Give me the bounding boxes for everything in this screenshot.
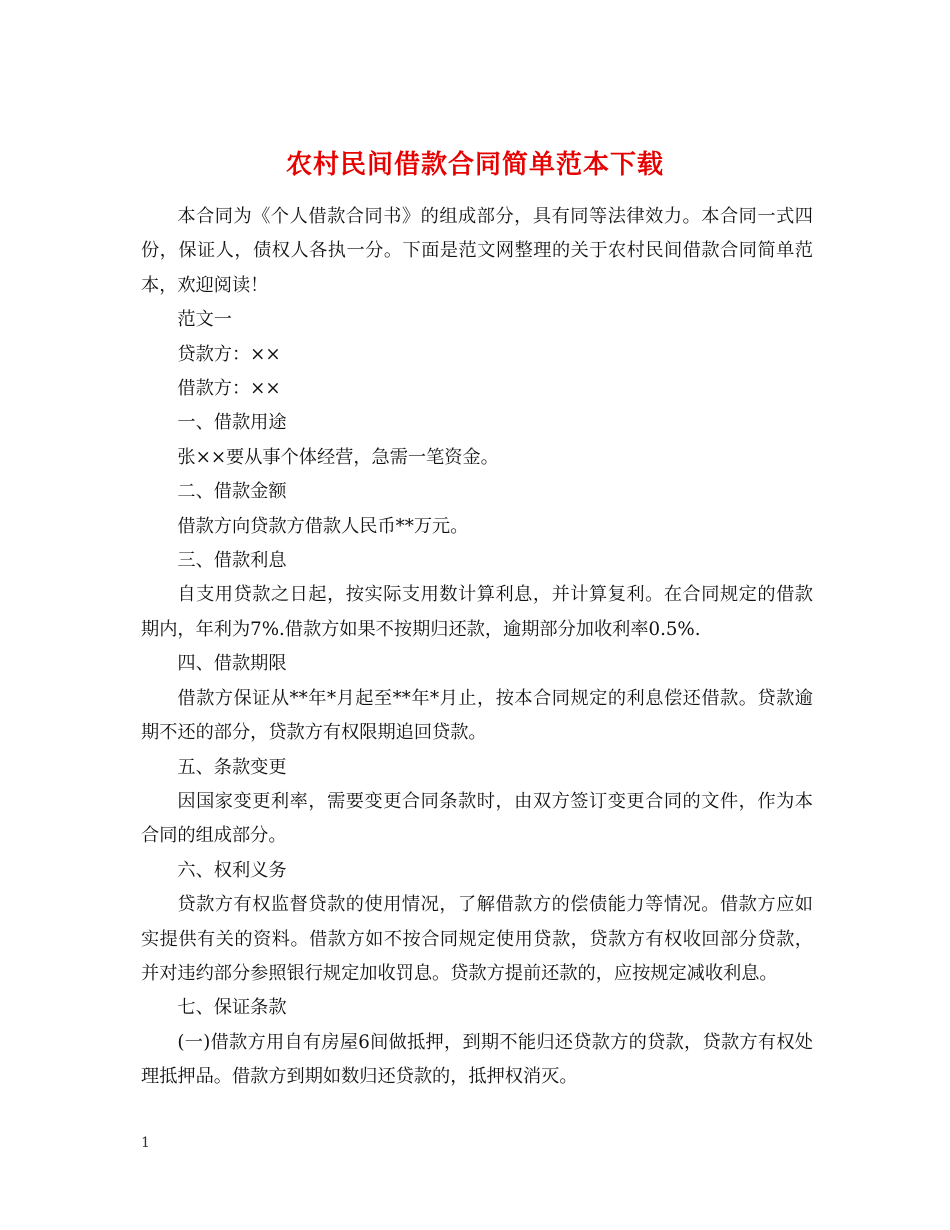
rights-paragraph: 贷款方有权监督贷款的使用情况，了解借款方的偿债能力等情况。借款方应如实提供有关的资料。借款方如不按合同规定使用贷款，贷款方有权收回部分贷款，并对违约部分参照银行规定加收罚息。贷款方提前还款的，应按规定减收利息。 <box>141 894 813 984</box>
purpose-paragraph: 张××要从事个体经营，急需一笔资金。 <box>177 446 499 468</box>
section-heading-changes: 五、条款变更 <box>177 756 287 778</box>
term-paragraph: 借款方保证从**年*月起至**年*月止，按本合同规定的利息偿还借款。贷款逾期不还的部分，贷款方有权限期追回贷款。 <box>141 687 813 744</box>
section-heading-guarantee: 七、保证条款 <box>177 997 287 1019</box>
document-title: 农村民间借款合同简单范本下载 <box>285 150 664 181</box>
amount-paragraph: 借款方向贷款方借款人民币**万元。 <box>177 515 469 537</box>
changes-paragraph: 因国家变更利率，需要变更合同条款时，由双方签订变更合同的文件，作为本合同的组成部分。 <box>141 790 813 847</box>
lender-line: 贷款方：×× <box>177 343 281 365</box>
section-heading-purpose: 一、借款用途 <box>177 412 287 434</box>
borrower-line: 借款方：×× <box>177 378 281 400</box>
section-heading-interest: 三、借款利息 <box>177 550 287 572</box>
sample-heading: 范文一 <box>177 309 232 331</box>
section-heading-term: 四、借款期限 <box>177 653 287 675</box>
interest-paragraph: 自支用贷款之日起，按实际支用数计算利息，并计算复利。在合同规定的借款期内，年利为7%.借款方如果不按期归还款，逾期部分加收利率0.5%. <box>141 584 813 640</box>
section-heading-amount: 二、借款金额 <box>177 481 287 503</box>
page-number: 1 <box>141 1135 150 1151</box>
section-heading-rights: 六、权利义务 <box>177 859 287 881</box>
document-body <box>141 200 813 1095</box>
intro-paragraph: 本合同为《个人借款合同书》的组成部分，具有同等法律效力。本合同一式四份，保证人，债权人各执一分。下面是范文网整理的关于农村民间借款合同简单范本，欢迎阅读！ <box>141 206 813 296</box>
guarantee-paragraph: (一)借款方用自有房屋6间做抵押，到期不能归还贷款方的贷款，贷款方有权处理抵押品。借款方到期如数归还贷款的，抵押权消灭。 <box>141 1031 813 1088</box>
